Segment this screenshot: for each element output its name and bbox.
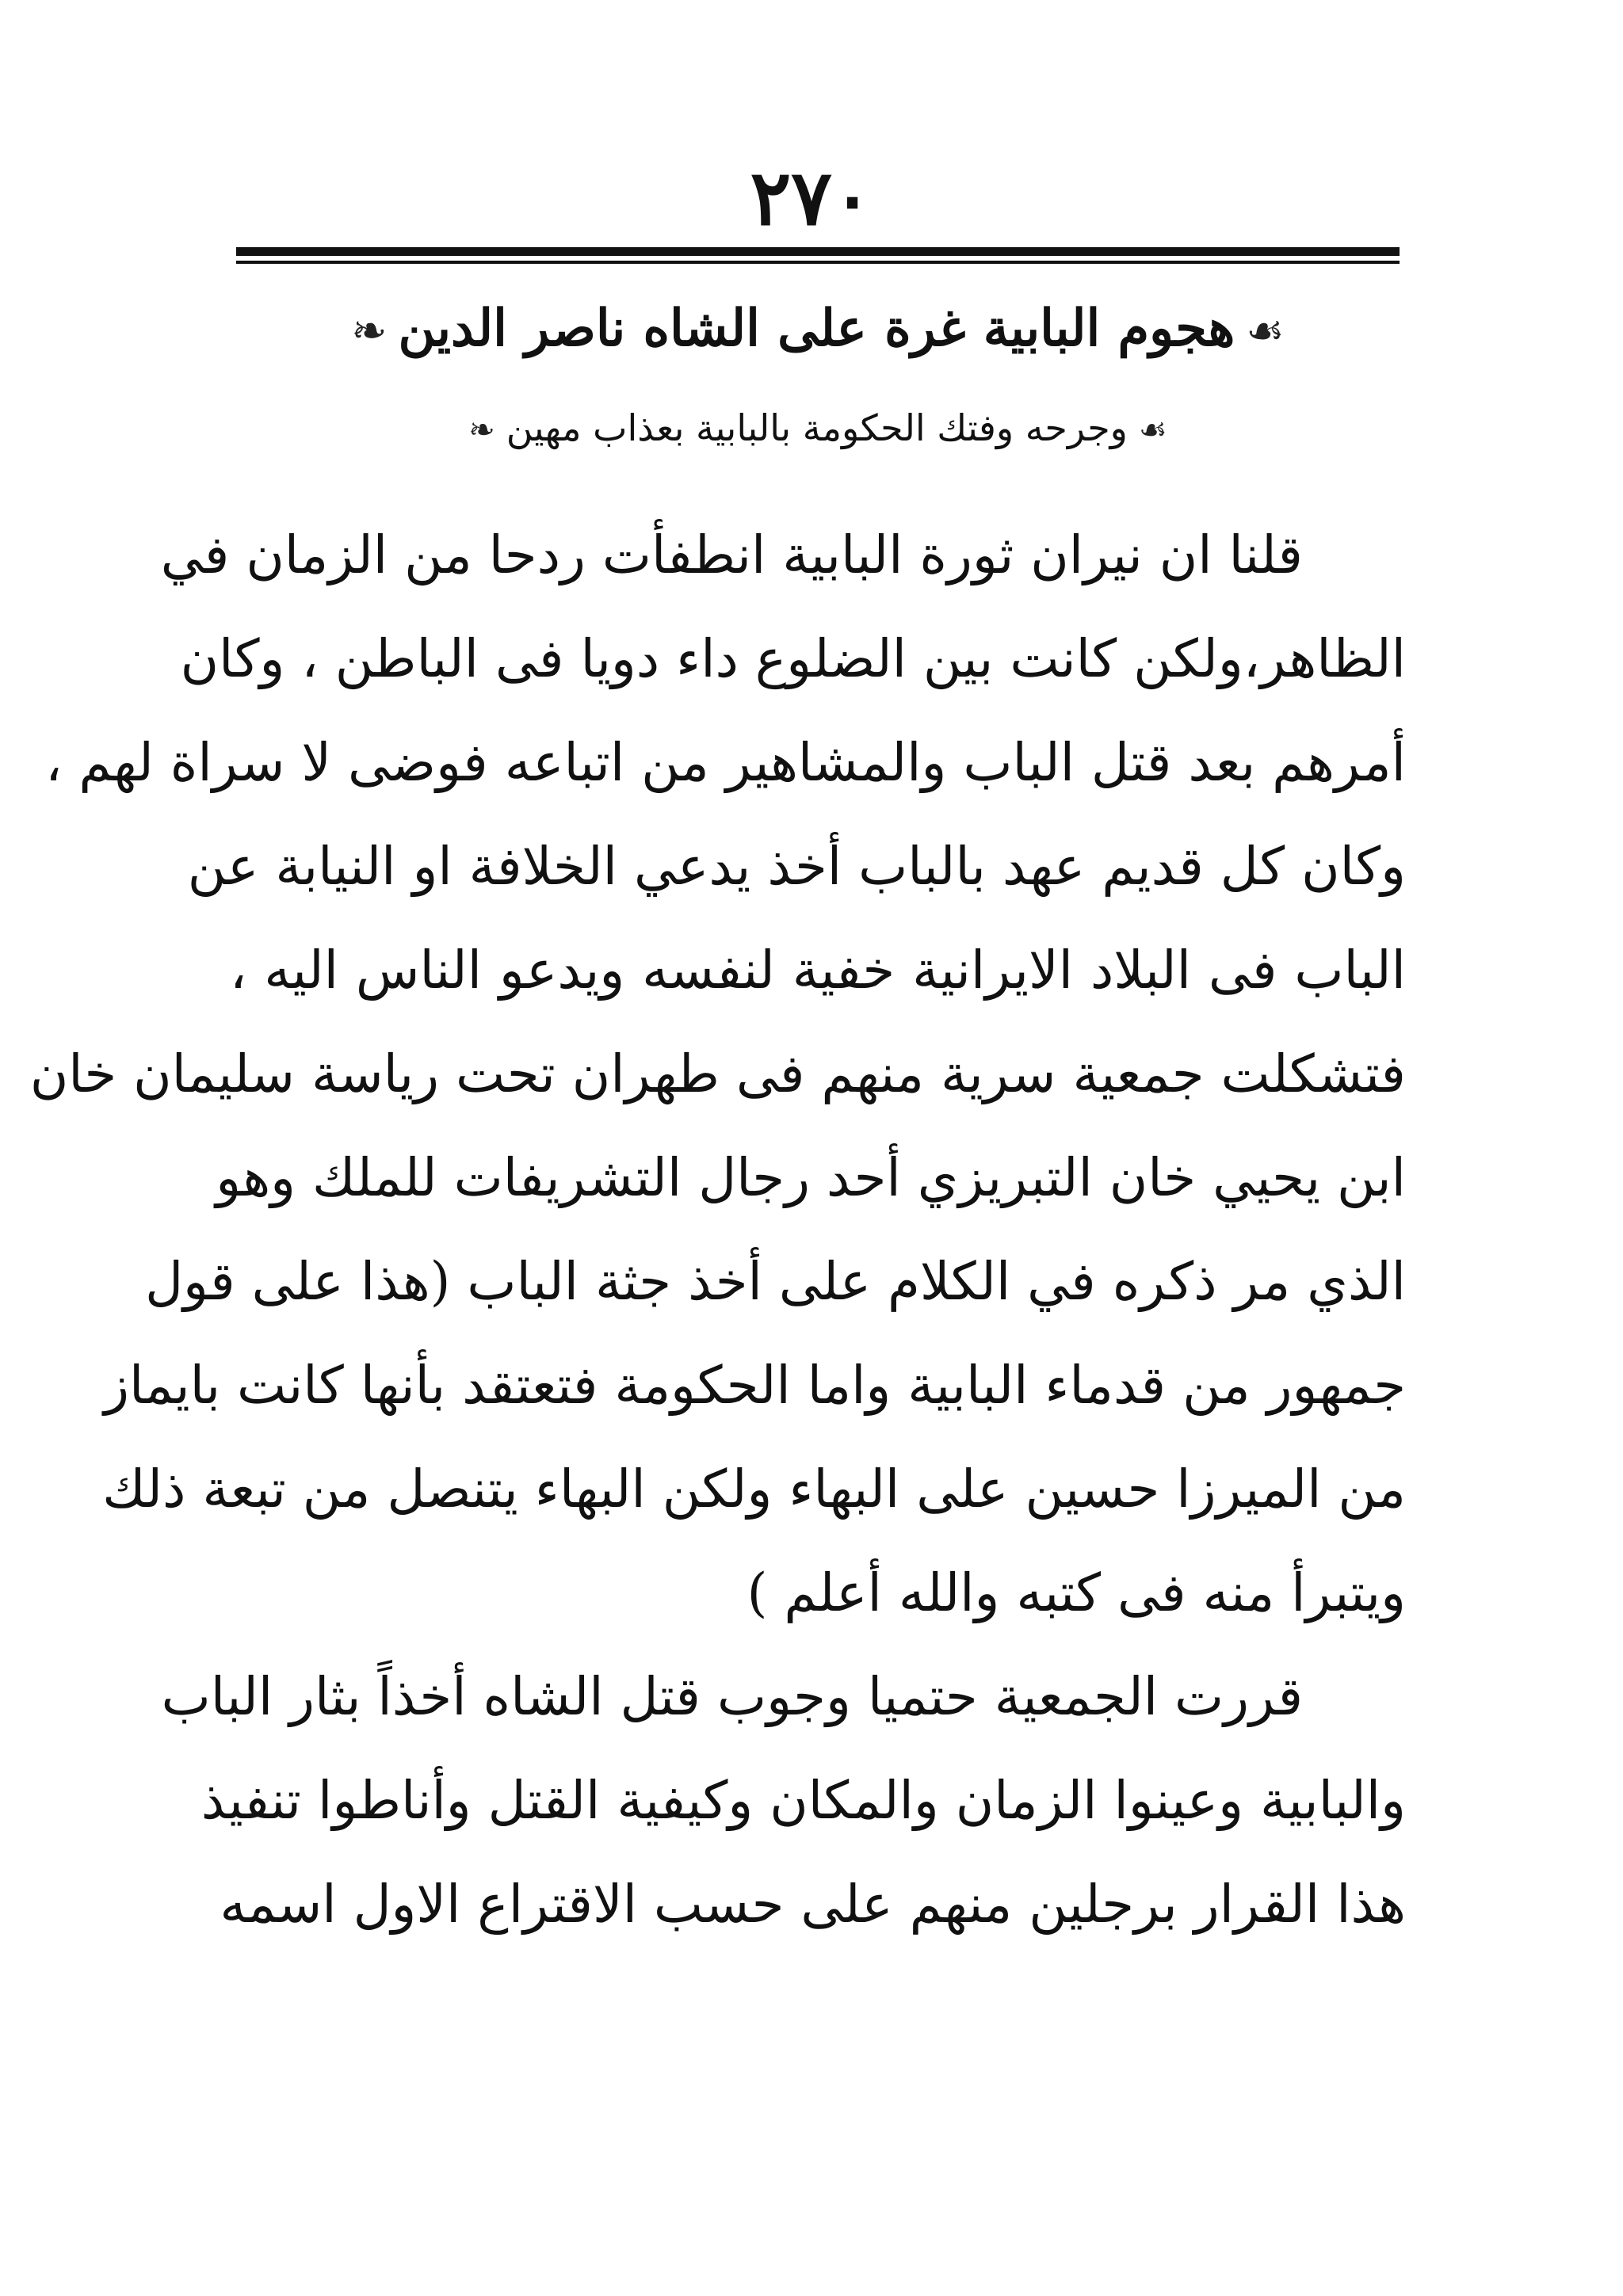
page-number: ٢٧٠ [750,153,873,242]
text-line: ويتبرأ منه فى كتبه والله أعلم ) [747,1562,1406,1623]
text-line: أمرهم بعد قتل الباب والمشاهير من اتباعه فوضى لا سراة لهم ، [45,732,1406,793]
text-line: ابن يحيي خان التبريزي أحد رجال التشريفات للملك وهو [216,1147,1406,1208]
chapter-heading-line1: هجوم البابية غرة على الشاه ناصر الدين [398,299,1235,358]
text-line: والبابية وعينوا الزمان والمكان وكيفية القتل وأناطوا تنفيذ [200,1770,1406,1831]
header-rule-thick [236,247,1400,256]
text-line: هذا القرار برجلين منهم على حسب الاقتراع الاول اسمه [220,1874,1406,1935]
text-line: من الميرزا حسين على البهاء ولكن البهاء يتنصل من تبعة ذلك [102,1459,1406,1520]
chapter-subheading [236,400,1400,458]
text-line: الظاهر،ولكن كانت بين الضلوع داء دويا فى الباطن ، وكان [180,628,1406,689]
subheading-ornament-left: ❧ [468,412,495,448]
chapter-heading-line2: وجرحه وفتك الحكومة بالبابية بعذاب مهين [506,406,1128,449]
text-line: جمهور من قدماء البابية واما الحكومة فتعتقد بأنها كانت بايماز [104,1355,1406,1416]
text-line: الباب فى البلاد الايرانية خفية لنفسه ويدعو الناس اليه ، [230,940,1406,1001]
heading-ornament-left: ❧ [351,306,388,356]
chapter-heading [236,293,1400,367]
text-line: وكان كل قديم عهد بالباب أخذ يدعي الخلافة او النيابة عن [187,836,1406,897]
body-text [29,503,1406,1956]
header-rule-thin [236,261,1400,264]
text-line: الذي مر ذكره في الكلام على أخذ جثة الباب (هذا على قول [145,1251,1406,1312]
text-line: فتشكلت جمعية سرية منهم فى طهران تحت رياسة سليمان خان [29,1043,1406,1104]
text-line: قلنا ان نيران ثورة البابية انطفأت ردحا من الزمان في [160,524,1303,585]
heading-ornament-right: ☙ [1246,306,1285,356]
text-line: قررت الجمعية حتميا وجوب قتل الشاه أخذاً بثار الباب [161,1666,1303,1727]
subheading-ornament-right: ☙ [1138,412,1167,448]
